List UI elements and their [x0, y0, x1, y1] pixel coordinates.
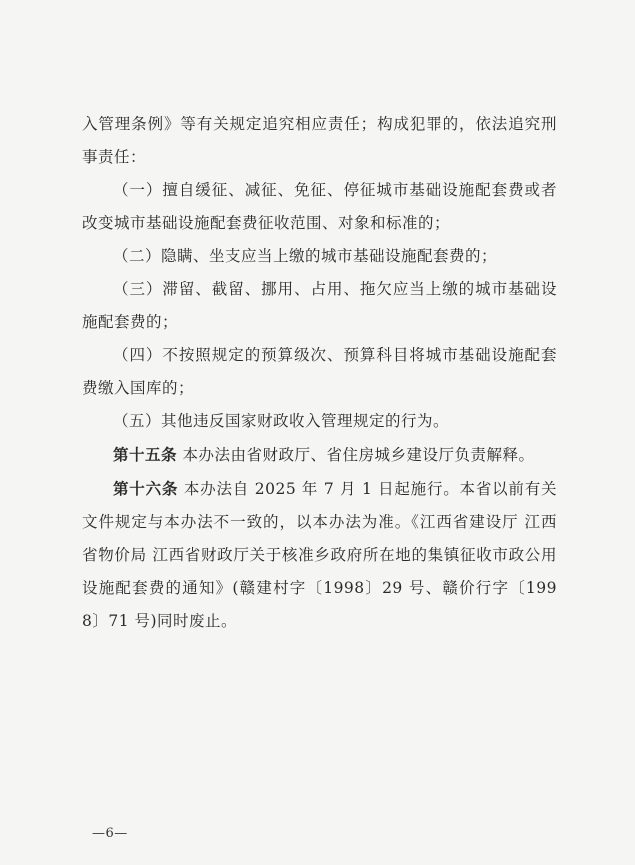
list-item-1 [82, 174, 557, 240]
paragraph-text: （四）不按照规定的预算级次、预算科目将城市基础设施配套费缴入国库的； [82, 346, 557, 397]
paragraph-text: （一）擅自缓征、减征、免征、停征城市基础设施配套费或者改变城市基础设施配套费征收范围、对象和标准的； [82, 181, 557, 232]
paragraph-text: 本办法自 2025 年 7 月 1 日起施行。本省以前有关文件规定与本办法不一致的，以本办法为准。《江西省建设厅 江西省物价局 江西省财政厅关于核准乡政府所在地的集镇征收市政公用设施配套费的通知》(赣建村字〔1998〕29 号、赣价行字〔1998〕71 号)同时废止。 [82, 480, 557, 630]
article-16 [82, 472, 557, 638]
article-heading: 第十五条 [113, 445, 178, 464]
paragraph-text: （二）隐瞒、坐支应当上缴的城市基础设施配套费的； [113, 247, 498, 265]
paragraph-text: （五）其他违反国家财政收入管理规定的行为。 [113, 412, 450, 430]
article-15 [82, 438, 557, 472]
list-item-3 [82, 273, 557, 339]
list-item-5 [82, 405, 557, 438]
list-item-4 [82, 339, 557, 405]
paragraph-text: （三）滞留、截留、挪用、占用、拖欠应当上缴的城市基础设施配套费的； [82, 280, 557, 331]
paragraph-text: 入管理条例》等有关规定追究相应责任；构成犯罪的，依法追究刑事责任： [82, 115, 557, 166]
paragraph-continuation [82, 108, 557, 174]
paragraph-text: 本办法由省财政厅、省住房城乡建设厅负责解释。 [182, 446, 535, 464]
article-heading: 第十六条 [113, 479, 179, 498]
list-item-2 [82, 240, 557, 273]
document-body [82, 108, 557, 638]
page-number: —6— [92, 826, 128, 841]
